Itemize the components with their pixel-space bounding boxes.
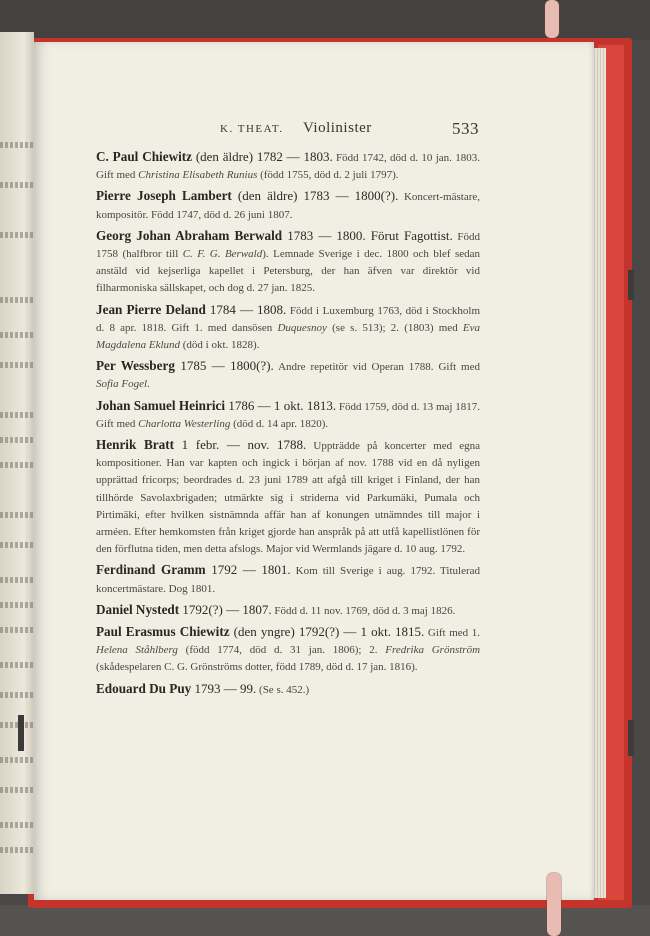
register-entry — [96, 436, 480, 558]
entry-text: Gift med 1. — [424, 627, 480, 640]
entry-name: C. Paul Chiewitz — [96, 149, 192, 164]
entry-tenure: 1 febr. — nov. 1788. — [174, 437, 307, 453]
entry-tenure: 1785 — 1800(?). — [174, 358, 274, 374]
entry-name: Jean Pierre Deland — [96, 301, 206, 317]
entry-text: (Se s. 452.) — [256, 683, 310, 696]
running-header — [0, 120, 650, 140]
binding-mark-right — [628, 720, 634, 756]
register-entry — [96, 601, 480, 620]
entry-person-name: Helena Ståhlberg — [96, 644, 178, 657]
binding-mark-left — [18, 715, 24, 751]
entry-person-name: Christina Elisabeth Runius — [138, 169, 258, 182]
register-entry — [96, 397, 480, 433]
entry-person-name: Duquesnoy — [277, 321, 327, 334]
entry-text: Uppträdde på koncerter med egna kompositioner. Han var kapten och ingick i början af nov. 1788 vid en då nyligen upprättad fricorps; beordrades d. 23 juni 1789 att afgå till kriget i Finland, der han tillhörde Savolaxbrigaden; utmärkte sig i striderna vid Parkumäki, Pumala och Pirtimäki, efter hvilken sistnämnda affär han af konungen utnämndes till major i arméen. Efter hemkomsten från kriget gjorde han anspråk på att utfå kapellistlönen för den förflutna tiden, men detta afslogs. Major vid Wermlands jägare d. 10 aug. 1792. — [96, 440, 480, 556]
entry-text: ). Lemnade Sverige i dec. 1800 och blef sedan anstäld vid kejserliga kapellet i Petersburg, der han äfven var direktör vid filharmoniska sällskapet, och dog d. 27 jan. 1825. — [96, 248, 480, 295]
entry-person-name: C. F. G. Berwald — [182, 248, 263, 261]
entry-name: Daniel Nystedt — [96, 601, 180, 617]
entry-tenure: (den äldre) 1783 — 1800(?). — [231, 188, 399, 204]
header-section: K. THEAT. — [220, 123, 284, 135]
entry-text: Född i Luxemburg 1763, död i Stockholm d. 8 apr. 1818. Gift 1. med dansösen — [96, 304, 481, 334]
register-entry — [96, 680, 480, 699]
register-entry — [96, 187, 480, 223]
entry-name: Johan Samuel Heinrici — [96, 397, 226, 413]
entry-text: Andre repetitör vid Operan 1788. Gift med — [273, 361, 480, 374]
entry-name: Henrik Bratt — [96, 437, 175, 453]
binding-mark-right-upper — [628, 270, 634, 300]
header-title: Violinister — [303, 120, 372, 136]
entry-name: Per Wessberg — [96, 358, 175, 374]
entry-text: . — [147, 378, 150, 391]
entry-tenure: (den yngre) 1792(?) — 1 okt. 1815. — [229, 624, 425, 640]
entry-text: (född 1774, död d. 31 jan. 1806); 2. — [177, 644, 386, 657]
entry-text: (född 1755, död d. 2 juli 1797). — [257, 169, 399, 182]
entry-name: Georg Johan Abraham Berwald — [96, 227, 283, 243]
entry-text: Koncert-mästare, kompositör. Född 1747, död d. 26 juni 1807. — [96, 191, 481, 221]
register-entry — [96, 561, 480, 597]
register-entry — [96, 148, 480, 184]
entry-tenure: 1792(?) — 1807. — [179, 601, 272, 617]
entry-text: (död i okt. 1828). — [180, 339, 260, 352]
entry-tenure: 1792 — 1801. — [205, 562, 291, 578]
entry-text: Född 1759, död d. 13 maj 1817. Gift med — [96, 400, 480, 430]
entry-name: Edouard Du Puy — [96, 680, 192, 696]
entry-person-name: Eva Magdalena Eklund — [96, 321, 480, 352]
entry-tenure: 1784 — 1808. — [205, 301, 287, 317]
page-number: 533 — [452, 119, 479, 138]
entry-list — [96, 148, 480, 702]
register-entry — [96, 227, 480, 298]
entry-text: (se s. 513); 2. (1803) med — [326, 321, 463, 334]
entry-text: Född d. 11 nov. 1769, död d. 3 maj 1826. — [271, 604, 456, 617]
entry-text: (skådespelaren C. G. Grönströms dotter, född 1789, död d. 17 jan. 1816). — [96, 661, 418, 674]
entry-name: Ferdinand Gramm — [96, 562, 206, 578]
entry-tenure: 1783 — 1800. Förut Fagottist. — [282, 227, 453, 243]
entry-text: Född 1758 (halfbror till — [96, 230, 480, 261]
page-clip-top — [545, 0, 559, 38]
entry-person-name: Charlotta Westerling — [138, 417, 231, 430]
page-clip-bottom — [547, 873, 561, 936]
entry-tenure: (den äldre) 1782 — 1803. — [192, 149, 333, 164]
entry-name: Pierre Joseph Lambert — [96, 188, 232, 204]
entry-tenure: 1786 — 1 okt. 1813. — [225, 397, 337, 413]
entry-person-name: Sofia Fogel — [96, 378, 148, 391]
entry-name: Paul Erasmus Chiewitz — [96, 624, 230, 640]
register-entry — [96, 301, 480, 355]
register-entry — [96, 623, 480, 677]
entry-text: Född 1742, död d. 10 jan. 1803. Gift med — [96, 152, 480, 182]
entry-person-name: Fredrika Grönström — [385, 644, 481, 657]
entry-text: (död d. 14 apr. 1820). — [230, 417, 329, 430]
entry-text: Kom till Sverige i aug. 1792. Titulerad koncertmästare. Dog 1801. — [96, 565, 480, 595]
register-entry — [96, 357, 480, 393]
facing-page — [0, 32, 34, 894]
entry-tenure: 1793 — 99. — [191, 680, 257, 696]
